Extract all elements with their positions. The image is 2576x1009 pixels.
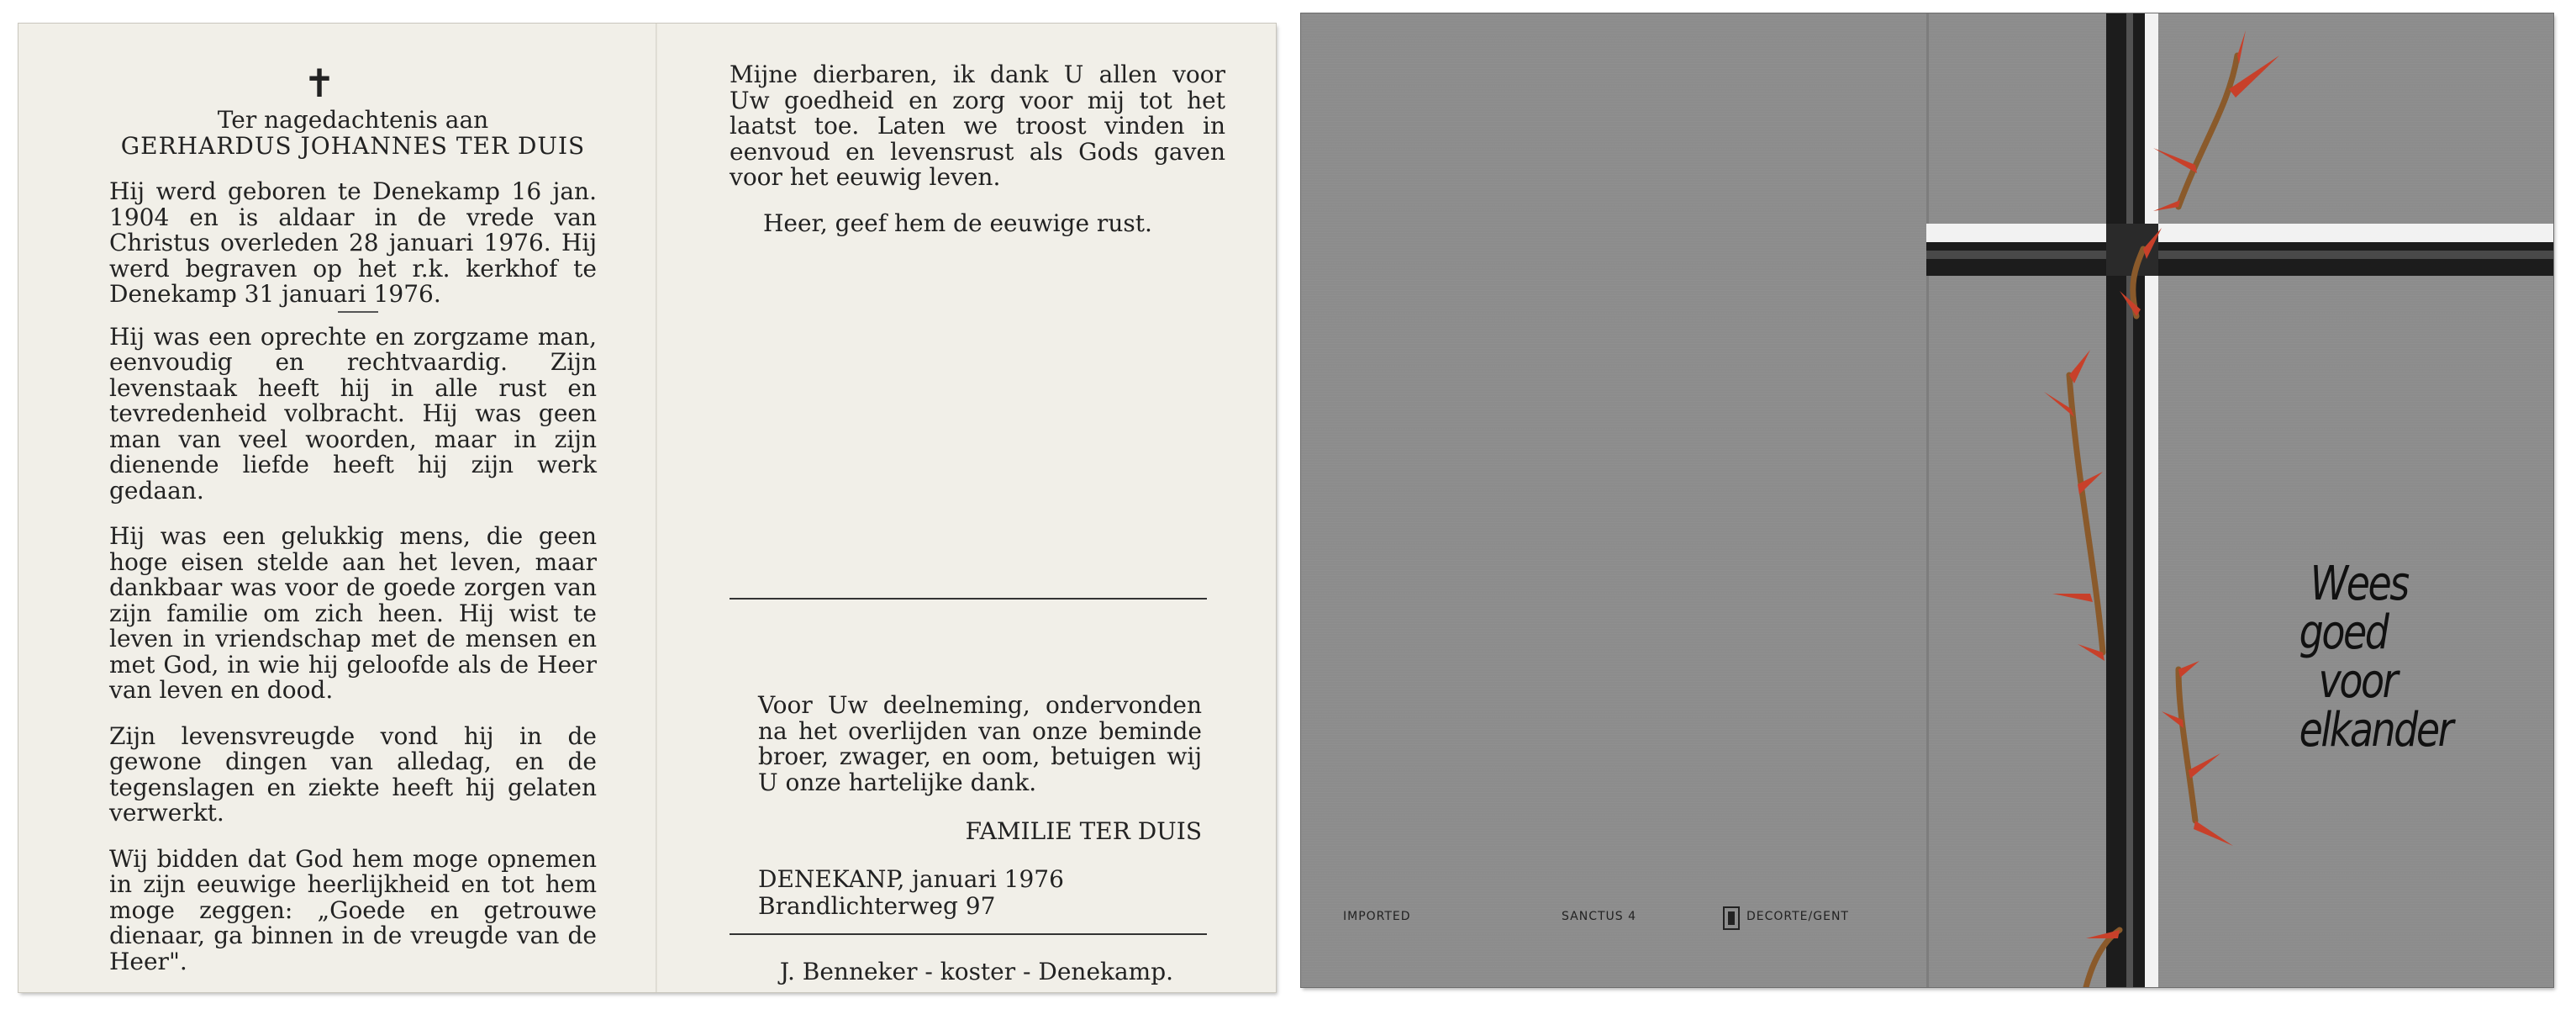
biography-paragraph-1: Hij werd geboren te Denekamp 16 jan. 1904 en is aldaar in de vrede van Christus overleden 28 januari 1976. Hij werd begraven op het r.k. kerkhof te Denekamp 31 januari 1976.: [109, 177, 597, 308]
biography-paragraph-2: Hij was een oprechte en zorgzame man, eenvoudig en rechtvaardig. Zijn levenstaak heeft hij in alle rust en tevredenheid volbracht. Hij was geen man van veel woorden, maar in zijn dienende liefde heeft hij zijn werk gedaan.: [109, 322, 597, 504]
cross-horizontal-beam: [1926, 224, 2553, 242]
motto-line-4: elkander: [2299, 703, 2452, 758]
thanks-message: Voor Uw deelneming, ondervonden na het overlijden van onze beminde broer, zwager, en oom, betuigen wij U onze hartelijke dank.: [758, 691, 1202, 796]
memorial-heading: Ter nagedachtenis aan: [217, 106, 489, 134]
fold-line: [656, 24, 657, 992]
biography-paragraph-5: Wij bidden dat God hem moge opnemen in zijn eeuwige heerlijkheid en tot hem moge zeggen: „Goede en getrouwe dienaar, ga binnen in de vreugde van de Heer".: [109, 844, 597, 975]
thanks-block: [758, 669, 1202, 869]
card-cover-spread: [1301, 13, 2553, 987]
motto-text: [2298, 557, 2477, 758]
prayer-line: Heer, geef hem de eeuwige rust.: [763, 209, 1152, 237]
deceased-name: GERHARDUS JOHANNES TER DUIS: [120, 131, 586, 160]
imprint-publisher: DECORTE/GENT: [1746, 910, 1849, 923]
imprint-imported: IMPORTED: [1343, 910, 1411, 923]
biography-paragraph-3: Hij was een gelukkig mens, die geen hoge eisen stelde aan het leven, maar dankbaar was voor de goede zorgen van zijn familie om zich heen. Hij wist te leven in vriendschap met de mensen en met God, in wie hij geloofde als de Heer van leven en dood.: [109, 522, 597, 704]
divider-rule-bottom: [730, 933, 1207, 935]
cross-vertical-beam: [2106, 13, 2145, 987]
motto-line-2: goed: [2299, 605, 2388, 660]
farewell-message: Mijne dierbaren, ik dank U allen voor Uw goedheid en zorg voor mij tot het laatst toe. Laten we troost vinden in eenvoud en levensrust als Gods gaven voor het eeuwig leven.: [730, 61, 1225, 191]
address: Brandlichterweg 97: [758, 892, 996, 920]
section-divider: [338, 311, 378, 313]
cross-icon: ✝: [303, 61, 336, 106]
obituary-right-panel: [730, 62, 1225, 236]
publisher-logo-icon: [1723, 906, 1740, 930]
card-inner-spread: [18, 24, 1276, 992]
biography-paragraph-4: Zijn levensvreugde vond hij in de gewone dingen van alledag, en de tegenslagen en ziekte heeft hij gelaten verwerkt.: [109, 721, 597, 827]
imprint-series: SANCTUS 4: [1562, 910, 1637, 923]
place-date: DENEKANP, januari 1976: [758, 865, 1064, 893]
obituary-left-panel: [109, 61, 597, 975]
motto-line-3: voor: [2318, 654, 2397, 709]
printer-credit: J. Benneker - koster - Denekamp.: [779, 958, 1174, 985]
motto-line-1: Wees: [2310, 557, 2408, 611]
place-block: [758, 866, 1064, 920]
cross-with-thorns-illustration: [1926, 13, 2553, 987]
family-signature: FAMILIE TER DUIS: [965, 817, 1202, 845]
divider-rule-top: [730, 598, 1207, 600]
